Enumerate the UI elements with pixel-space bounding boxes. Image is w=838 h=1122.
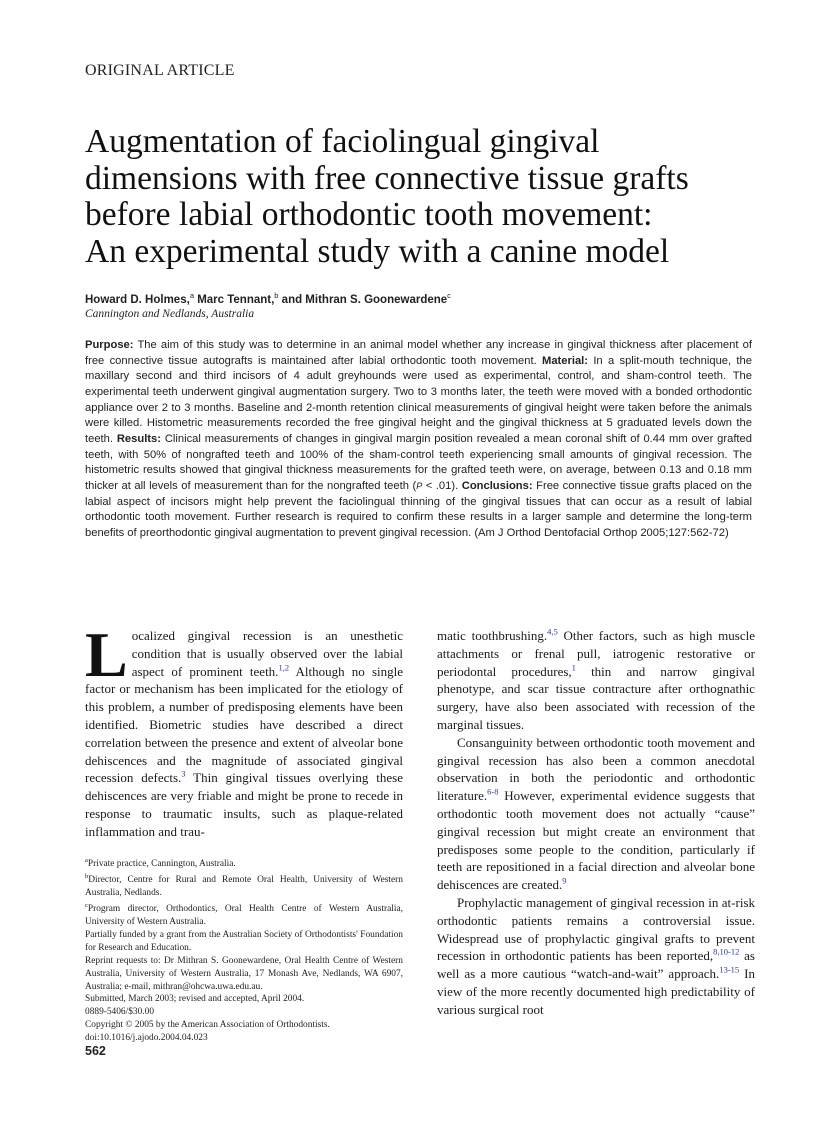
paragraph-text: thin and narrow gingival phenotype, and scar tissue contracture after orthognathic surgery, have also been associated with recession of the marginal tissues. (437, 663, 755, 732)
affiliation-mark: b (274, 291, 279, 300)
funding-note: Partially funded by a grant from the Australian Society of Orthodontists' Foundation for Research and Education. (85, 929, 403, 953)
title-line: dimensions with free connective tissue grafts (85, 159, 689, 197)
footnote-text: Private practice, Cannington, Australia. (87, 859, 236, 870)
section-label: ORIGINAL ARTICLE (85, 62, 235, 79)
title-line: before labial orthodontic tooth movement: (85, 196, 653, 233)
citation-link[interactable]: 3 (181, 769, 186, 780)
author-list (85, 291, 451, 306)
page-number: 562 (85, 1044, 106, 1058)
paragraph (437, 734, 755, 894)
paragraph (437, 627, 755, 734)
citation-link[interactable]: 4,5 (547, 626, 558, 637)
footnotes (85, 855, 403, 1045)
author-location: Cannington and Nedlands, Australia (85, 308, 255, 320)
footnote-text: Director, Centre for Rural and Remote Oral Health, University of Western Australia, Nedlands. (85, 875, 403, 899)
copyright: Copyright © 2005 by the American Association of Orthodontists. (85, 1020, 330, 1031)
author-name: Howard D. Holmes, (85, 293, 190, 306)
affiliation-mark: c (447, 291, 451, 300)
footnote-text: Program director, Orthodontics, Oral Health Centre of Western Australia, University of Western Australia. (85, 904, 403, 927)
paragraph-text: In view of the more recently documented high predictability of various surgical root (437, 966, 755, 1017)
p-symbol: P (416, 480, 423, 491)
abstract-material-label: Material: (542, 354, 589, 367)
citation-link[interactable]: 8,10-12 (713, 947, 740, 958)
p-value: < .01). (422, 479, 462, 492)
paragraph-text: However, experimental evidence suggests that orthodontic tooth movement does not actually “cause” gingival recession but might create an environment that predisposes some people to the condition, particularly if teeth are repositioned in a facial direction and alveolar bone dehiscences are created. (437, 788, 755, 893)
doi[interactable]: doi:10.1016/j.ajodo.2004.04.023 (85, 1033, 208, 1044)
body-column-left (85, 619, 403, 841)
body-column-right (437, 627, 755, 1019)
paragraph-text: Thin gingival tissues overlying these dehiscences are very friable and might be prone to recede in response to traumatic insults, such as plaque-related inflammation and trau- (85, 770, 403, 839)
footnote-a (85, 855, 403, 871)
submission-dates: Submitted, March 2003; revised and accepted, April 2004. (85, 994, 305, 1005)
paragraph-text: as well as a more cautious “watch-and-wait” approach. (437, 948, 755, 982)
footnote-mark: a (85, 857, 88, 864)
author-name: Marc Tennant, (197, 293, 275, 306)
paragraph-text: Other factors, such as high muscle attachments or frenal pull, iatrogenic restorative or periodontal procedures, (437, 628, 755, 679)
reprint-note: Reprint requests to: Dr Mithran S. Goonewardene, Oral Health Centre of Western Australia, University of Western Australia, 17 Monash Ave, Nedlands, WA 6907, Australia; e-mail, mithran@ohcwa.uwa.edu.au. (85, 955, 403, 992)
paragraph (437, 894, 755, 1019)
abstract-material-text: In a split-mouth technique, the maxillary second and third incisors of 4 adult greyhounds were used as experimental, control, and sham-control teeth. The experimental teeth underwent gingival augmentation surgery. Two to 3 months later, the teeth were moved with a bonded orthodontic appliance over 2 to 3 months. Baseline and 2-month retention clinical measurements of gingival height were taken before the animals were killed. Histometric measurements recorded the free gingival height and the gingival thickness at 5 graduated levels down the teeth. (85, 354, 752, 445)
citation-link[interactable]: 9 (562, 875, 567, 886)
drop-cap: L (85, 619, 128, 690)
paragraph-text: Prophylactic management of gingival recession in at-risk orthodontic patients remains a controversial issue. Widespread use of prophylactic gingival grafts to prevent recession in orthodontic patients has been reported, (437, 894, 755, 964)
title-line: An experimental study with a canine model (85, 232, 670, 270)
author-name: and Mithran S. Goonewardene (281, 293, 448, 306)
citation-link[interactable]: 6-8 (487, 786, 499, 797)
citation-link[interactable]: 13-15 (719, 964, 740, 975)
paragraph-text: Consanguinity between orthodontic tooth movement and gingival recession has also been a common anecdotal observation in both the periodontic and orthodontic literature. (437, 734, 755, 804)
abstract-results-text: Clinical measurements of changes in gingival margin position revealed a mean coronal shift of 0.44 mm over grafted teeth, with 50% of nongrafted teeth and 100% of the sham-control teeth experiencing small amounts of gingival recession. The histometric results showed that gingival thickness measurements for the grafted teeth were, on average, between 0.13 and 0.18 mm thicker at all levels of measurement than for the nongrafted teeth ( (85, 432, 752, 492)
paragraph-text: matic toothbrushing. (437, 628, 548, 643)
title-line: Augmentation of faciolingual gingival (85, 123, 600, 160)
abstract-results-label: Results: (116, 432, 161, 445)
price-code: 0889-5406/$30.00 (85, 1007, 155, 1018)
abstract (85, 338, 752, 542)
citation-link[interactable]: 1,2 (278, 662, 290, 673)
affiliation-mark: a (189, 291, 194, 300)
abstract-conclusions-label: Conclusions: (461, 479, 533, 492)
paragraph-text: ocalized gingival recession is an unesthetic condition that is usually observed over the labial aspect of prominent teeth. (131, 628, 403, 679)
article-title (85, 124, 785, 270)
citation-link[interactable]: 1 (571, 662, 576, 673)
footnote-mark: c (85, 901, 88, 909)
footnote-b (85, 871, 403, 900)
abstract-conclusions-text: Free connective tissue grafts placed on the labial aspect of incisors might help prevent the faciolingual thinning of the gingival tissues that can occur as a result of labial orthodontic tooth movement. Further research is required to confirm these results in a larger sample and determine the long-term benefits of preorthodontic gingival augmentation to prevent gingival recession. (Am J Orthod Dentofacial Orthop 2005;127:562-72) (85, 479, 752, 539)
paragraph (85, 619, 403, 841)
abstract-purpose-text: The aim of this study was to determine in an animal model whether any increase in gingival thickness after placement of free connective tissue autografts is maintained after labial orthodontic tooth movement. (85, 339, 752, 367)
paragraph-text: Although no single factor or mechanism has been implicated for the etiology of this problem, a number of predisposing elements have been identified. Biometric studies have described a direct correlation between the presence and extent of alveolar bone dehiscences and the magnitude of associated gingival recession defects. (85, 663, 403, 786)
footnote-mark: b (85, 873, 89, 881)
footnote-c (85, 900, 403, 929)
abstract-purpose-label: Purpose: (85, 339, 134, 351)
